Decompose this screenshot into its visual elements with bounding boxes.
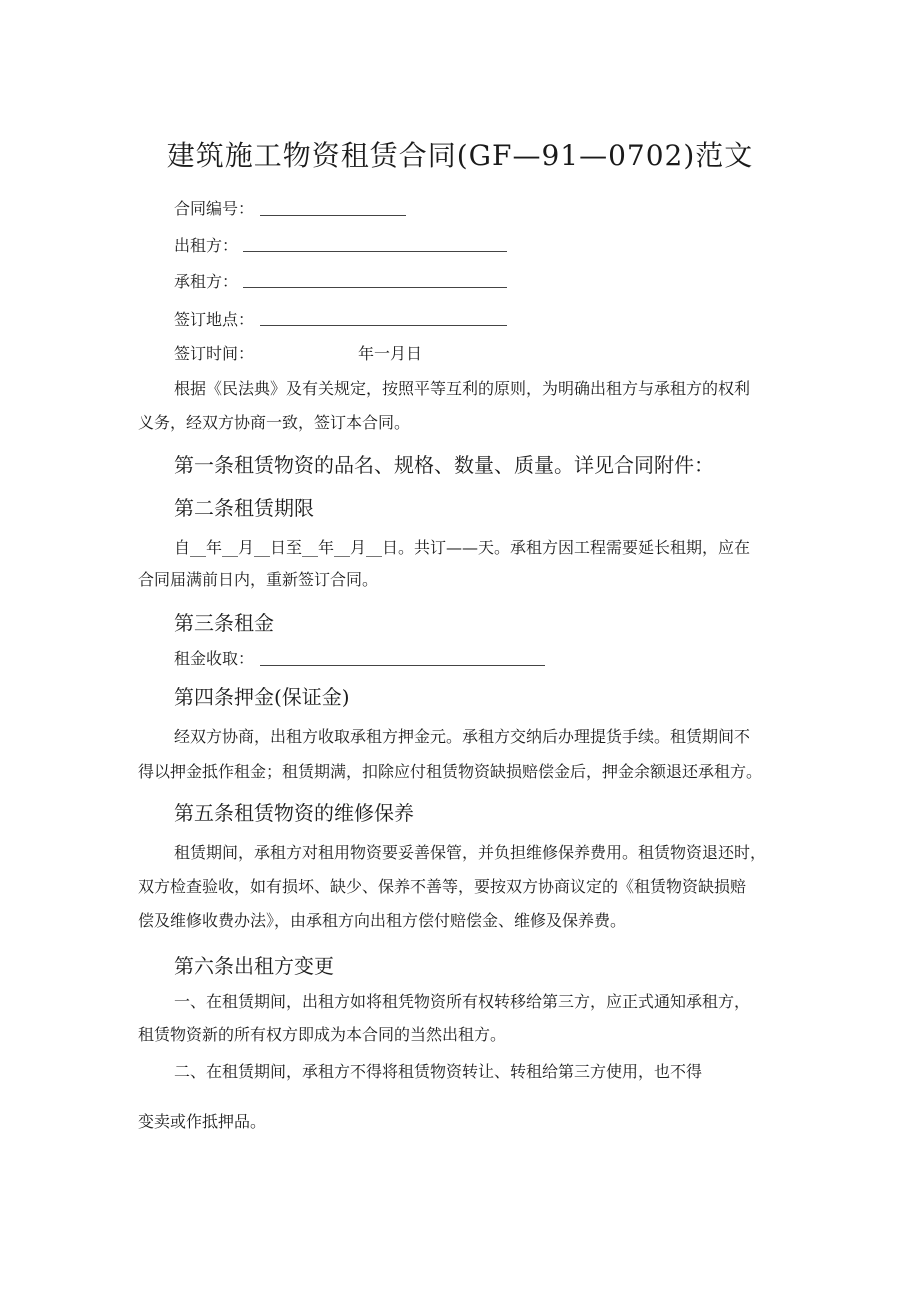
article-4-heading: 第四条押金(保证金) [174,685,350,709]
rent-collection-label: 租金收取： [174,649,255,668]
article-6-p2-line-1: 二、在租赁期间，承租方不得将租赁物资转让、转租给第三方使用，也不得 [174,1062,703,1081]
lessor-blank [243,251,507,252]
lessee-blank [243,287,507,288]
rent-collection-blank [260,665,545,666]
article-2-line-1: 自__年__月__日至__年__月__日。共订——天。承租方因工程需要延长租期，应在 [174,538,751,557]
lessee-label: 承租方： [174,272,239,291]
article-2-line-2: 合同届满前日内，重新签订合同。 [138,570,379,589]
article-2-heading: 第二条租赁期限 [174,496,314,520]
lessor-label: 出租方： [174,236,239,255]
article-3-heading: 第三条租金 [174,611,274,635]
article-5-heading: 第五条租赁物资的维修保养 [174,801,414,825]
document-title: 建筑施工物资租赁合同(GF—91—0702)范文 [166,139,754,172]
contract-number-blank [260,215,406,216]
article-6-p2-line-2: 变卖或作抵押品。 [138,1112,267,1131]
article-5-line-3: 偿及维修收费办法》，由承租方向出租方偿付赔偿金、维修及保养费。 [138,911,627,930]
article-5-line-2: 双方检查验收，如有损坏、缺少、保养不善等，要按双方协商议定的《租赁物资缺损赔 [138,877,747,896]
article-6-p1-line-1: 一、在租赁期间，出租方如将租凭物资所有权转移给第三方，应正式通知承租方， [174,992,751,1011]
contract-number-label: 合同编号： [174,199,255,218]
intro-line-2: 义务，经双方协商一致，签订本合同。 [138,413,411,432]
signing-place-blank [260,325,507,326]
intro-line-1: 根据《民法典》及有关规定，按照平等互利的原则，为明确出租方与承租方的权利 [174,379,751,398]
article-4-line-1: 经双方协商，出租方收取承租方押金元。承租方交纳后办理提货手续。租赁期间不 [174,727,751,746]
article-4-line-2: 得以押金抵作租金；租赁期满，扣除应付租赁物资缺损赔偿金后，押金余额退还承租方。 [138,762,763,781]
article-1-heading: 第一条租赁物资的品名、规格、数量、质量。详见合同附件： [174,453,714,477]
article-6-heading: 第六条出租方变更 [174,954,334,978]
signing-time-label: 签订时间： [174,344,255,363]
signing-place-label: 签订地点： [174,310,255,329]
article-5-line-1: 租赁期间，承租方对租用物资要妥善保管，并负担维修保养费用。租赁物资退还时， [174,843,767,862]
signing-time-value: 年一月日 [358,344,423,363]
article-6-p1-line-2: 租赁物资新的所有权方即成为本合同的当然出租方。 [138,1025,507,1044]
